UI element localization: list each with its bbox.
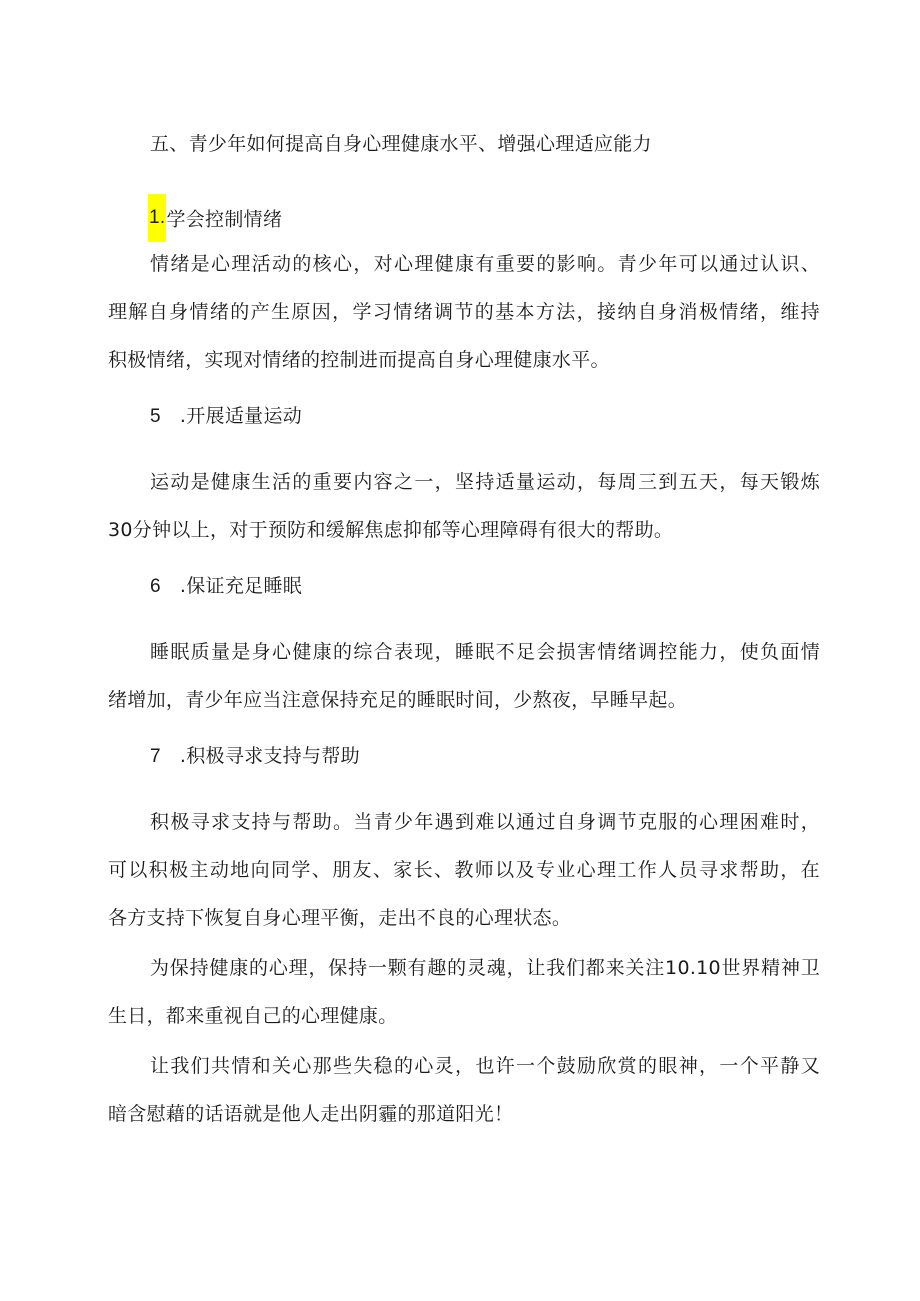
item-1-title: 学会控制情绪: [166, 208, 283, 231]
item-7-body-line-2: 可以积极主动地向同学、朋友、家长、教师以及专业心理工作人员寻求帮助，在: [108, 859, 820, 881]
item-5-body-line-2: 30分钟以上，对于预防和缓解焦虑抑郁等心理障碍有很大的帮助。: [108, 519, 674, 541]
item-7-body-line-1: 积极寻求支持与帮助。当青少年遇到难以通过自身调节克服的心理困难时，: [150, 811, 820, 833]
item-1-body-line-2: 理解自身情绪的产生原因，学习情绪调节的基本方法，接纳自身消极情绪，维持: [108, 301, 820, 323]
item-1-body-line-1: 情绪是心理活动的核心，对心理健康有重要的影响。青少年可以通过认识、: [150, 253, 820, 275]
closing-1-line-1: 为保持健康的心理，保持一颗有趣的灵魂，让我们都来关注10.10世界精神卫: [150, 957, 820, 979]
item-6-body-line-1: 睡眠质量是身心健康的综合表现，睡眠不足会损害情绪调控能力，使负面情: [150, 641, 820, 663]
section-title: 五、青少年如何提高自身心理健康水平、增强心理适应能力: [150, 133, 652, 155]
closing-2-line-2: 暗含慰藉的话语就是他人走出阴霾的那道阳光！: [108, 1103, 514, 1125]
item-7-body-line-3: 各方支持下恢复自身心理平衡，走出不良的心理状态。: [108, 907, 572, 929]
item-1-number: 1.: [148, 194, 166, 242]
item-5-heading: [150, 402, 302, 431]
item-7-title: .积极寻求支持与帮助: [179, 745, 360, 767]
closing-1-line-2: 生日，都来重视自己的心理健康。: [108, 1005, 398, 1027]
item-6-body-line-2: 绪增加，青少年应当注意保持充足的睡眠时间，少熬夜，早睡早起。: [108, 689, 688, 711]
item-6-title: .保证充足睡眠: [179, 575, 303, 597]
item-7-number: 7: [150, 746, 161, 767]
item-5-number: 5: [150, 406, 161, 427]
item-5-title: .开展适量运动: [179, 405, 303, 427]
item-5-body-line-1: 运动是健康生活的重要内容之一，坚持适量运动，每周三到五天，每天锻炼: [150, 471, 820, 493]
item-6-heading: [150, 572, 302, 601]
item-1-body-line-3: 积极情绪，实现对情绪的控制进而提高自身心理健康水平。: [108, 349, 610, 371]
closing-2-line-1: 让我们共情和关心那些失稳的心灵，也许一个鼓励欣赏的眼神，一个平静又: [150, 1055, 820, 1077]
item-7-heading: [150, 742, 360, 771]
item-6-number: 6: [150, 576, 161, 597]
item-1-heading: [148, 196, 282, 244]
